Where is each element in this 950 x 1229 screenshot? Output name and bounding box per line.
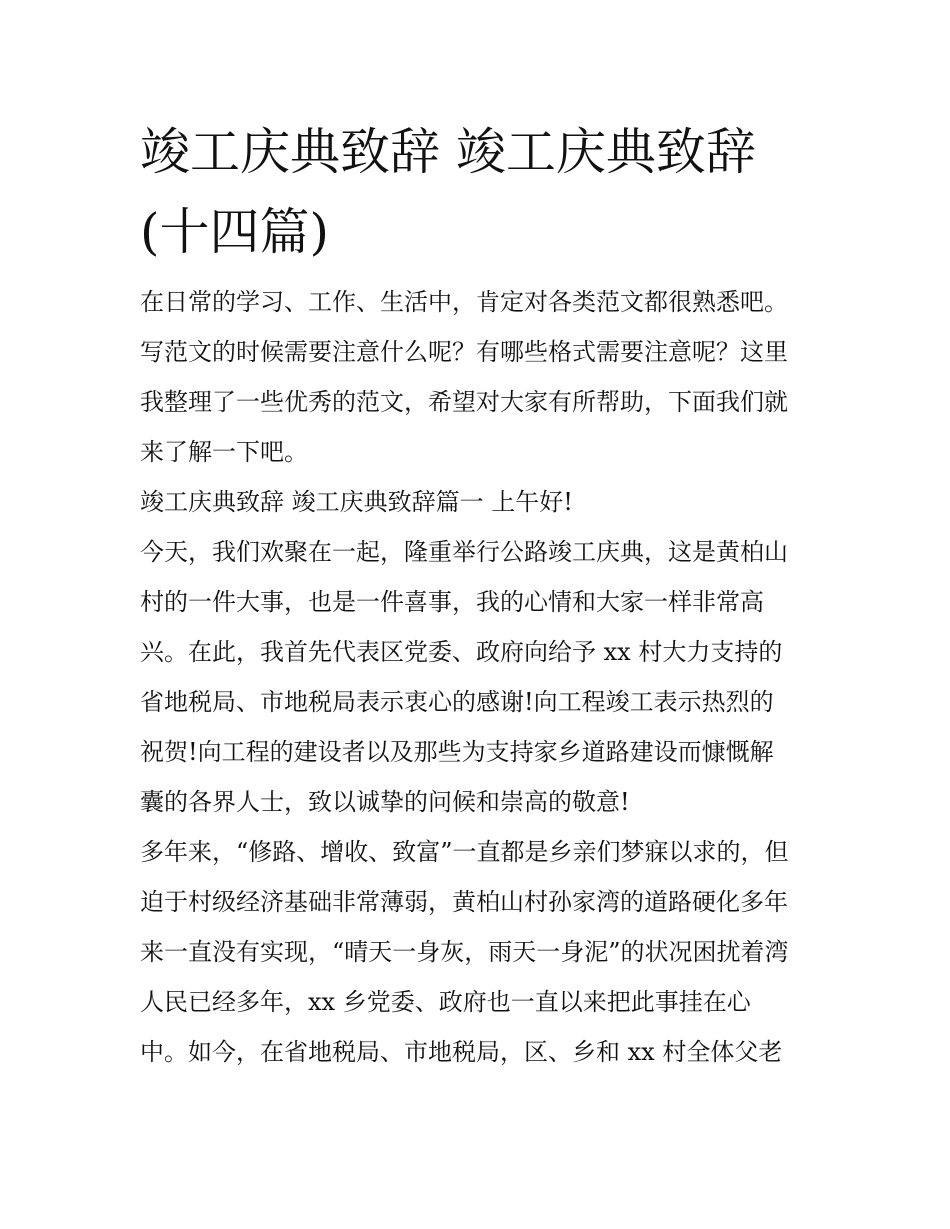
body-line: 村的一件大事，也是一件喜事，我的心情和大家一样非常高: [140, 588, 764, 616]
body-line: 今天，我们欢聚在一起，隆重举行公路竣工庆典，这是黄柏山: [140, 538, 788, 566]
body-line: 来了解一下吧。: [140, 438, 308, 466]
body-line: 囊的各界人士，致以诚挚的问候和崇高的敬意!: [140, 788, 630, 816]
body-line: 人民已经多年，xx 乡党委、政府也一直以来把此事挂在心: [140, 988, 751, 1016]
body-line: 来一直没有实现，“晴天一身灰，雨天一身泥”的状况困扰着湾: [140, 938, 789, 966]
document-title: [140, 112, 820, 272]
body-line: 迫于村级经济基础非常薄弱，黄柏山村孙家湾的道路硬化多年: [140, 888, 788, 916]
body-line: 多年来，“修路、增收、致富”一直都是乡亲们梦寐以求的，但: [140, 838, 789, 866]
body-line: 在日常的学习、工作、生活中，肯定对各类范文都很熟悉吧。: [140, 288, 788, 316]
body-line: 写范文的时候需要注意什么呢？有哪些格式需要注意呢？这里: [140, 338, 788, 366]
body-line: 省地税局、市地税局表示衷心的感谢!向工程竣工表示热烈的: [140, 688, 774, 716]
title-line-2: (十四篇): [140, 203, 330, 261]
body-line: 中。如今，在省地税局、市地税局，区、乡和 xx 村全体父老: [140, 1038, 783, 1066]
body-line: 兴。在此，我首先代表区党委、政府向给予 xx 村大力支持的: [140, 638, 783, 666]
title-line-1: 竣工庆典致辞 竣工庆典致辞: [140, 123, 756, 181]
section-heading: 竣工庆典致辞 竣工庆典致辞篇一 上午好!: [140, 488, 573, 516]
body-line: 祝贺!向工程的建设者以及那些为支持家乡道路建设而慷慨解: [140, 738, 774, 766]
body-line: 我整理了一些优秀的范文，希望对大家有所帮助，下面我们就: [140, 388, 788, 416]
